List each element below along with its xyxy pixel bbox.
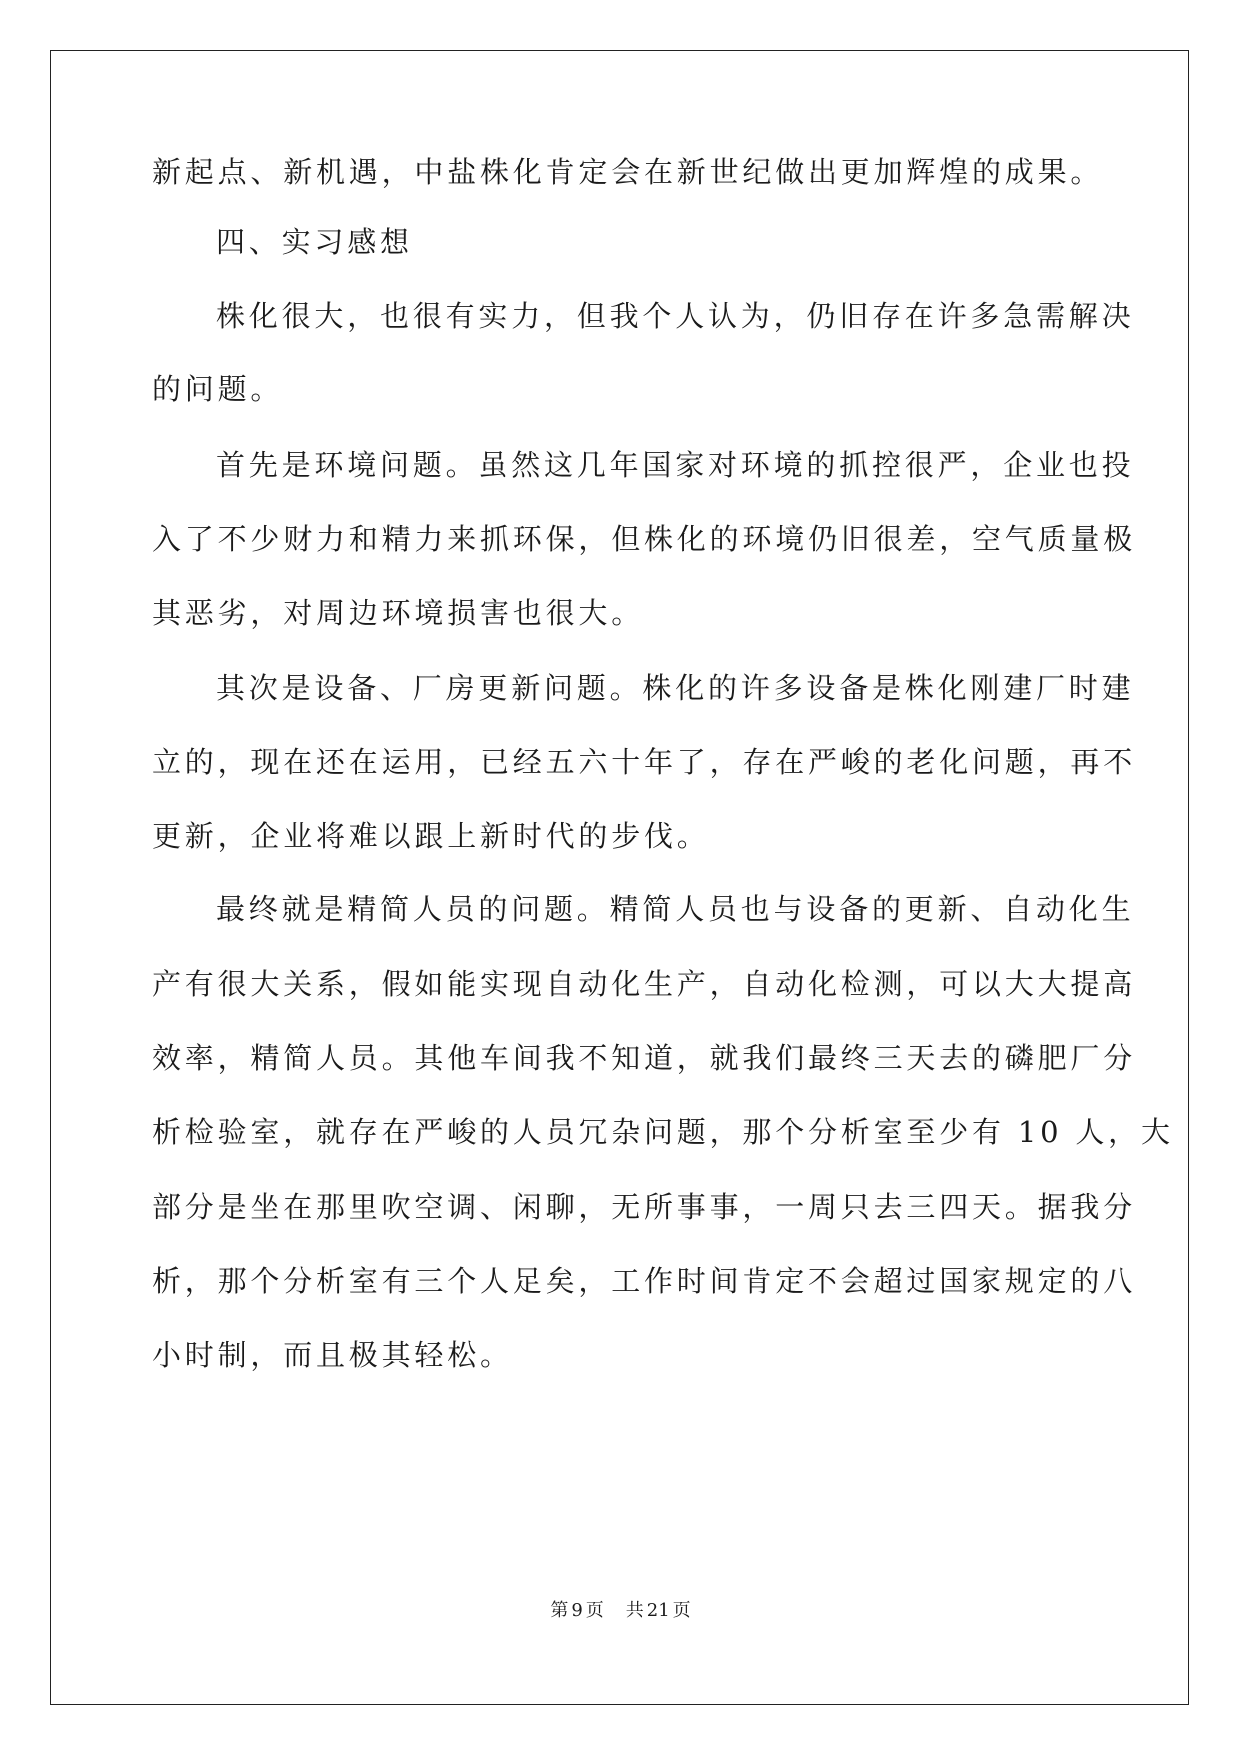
text-line: 产有很大关系，假如能实现自动化生产，自动化检测，可以大大提高 bbox=[152, 967, 1137, 1001]
total-prefix: 共 bbox=[625, 1600, 644, 1621]
page-footer bbox=[0, 1599, 1241, 1623]
text-line: 其次是设备、厂房更新问题。株化的许多设备是株化刚建厂时建 bbox=[216, 671, 1135, 705]
text-line: 立的，现在还在运用，已经五六十年了，存在严峻的老化问题，再不 bbox=[152, 745, 1137, 779]
text-line: 析，那个分析室有三个人足矣，工作时间肯定不会超过国家规定的八 bbox=[152, 1264, 1137, 1298]
text-line: 首先是环境问题。虽然这几年国家对环境的抓控很严，企业也投 bbox=[216, 448, 1135, 482]
text-line: 析检验室，就存在严峻的人员冗杂问题，那个分析室至少有 10 人，大 bbox=[152, 1115, 1174, 1149]
total-suffix: 页 bbox=[672, 1600, 691, 1621]
text-line: 效率，精简人员。其他车间我不知道，就我们最终三天去的磷肥厂分 bbox=[152, 1041, 1137, 1075]
page-suffix: 页 bbox=[585, 1600, 604, 1621]
text-line: 新起点、新机遇，中盐株化肯定会在新世纪做出更加辉煌的成果。 bbox=[152, 155, 1104, 189]
text-line: 最终就是精简人员的问题。精简人员也与设备的更新、自动化生 bbox=[216, 892, 1135, 926]
text-line: 的问题。 bbox=[152, 372, 284, 406]
current-page-number: 9 bbox=[571, 1600, 583, 1621]
text-line: 株化很大，也很有实力，但我个人认为，仍旧存在许多急需解决 bbox=[216, 299, 1135, 333]
section-heading: 四、实习感想 bbox=[216, 225, 413, 259]
text-line: 其恶劣，对周边环境损害也很大。 bbox=[152, 596, 645, 630]
text-line: 部分是坐在那里吹空调、闲聊，无所事事，一周只去三四天。据我分 bbox=[152, 1190, 1137, 1224]
text-line: 更新，企业将难以跟上新时代的步伐。 bbox=[152, 819, 710, 853]
total-page-number: 21 bbox=[646, 1600, 670, 1621]
text-line: 入了不少财力和精力来抓环保，但株化的环境仍旧很差，空气质量极 bbox=[152, 522, 1137, 556]
page-prefix: 第 bbox=[550, 1600, 569, 1621]
text-line: 小时制，而且极其轻松。 bbox=[152, 1338, 513, 1372]
